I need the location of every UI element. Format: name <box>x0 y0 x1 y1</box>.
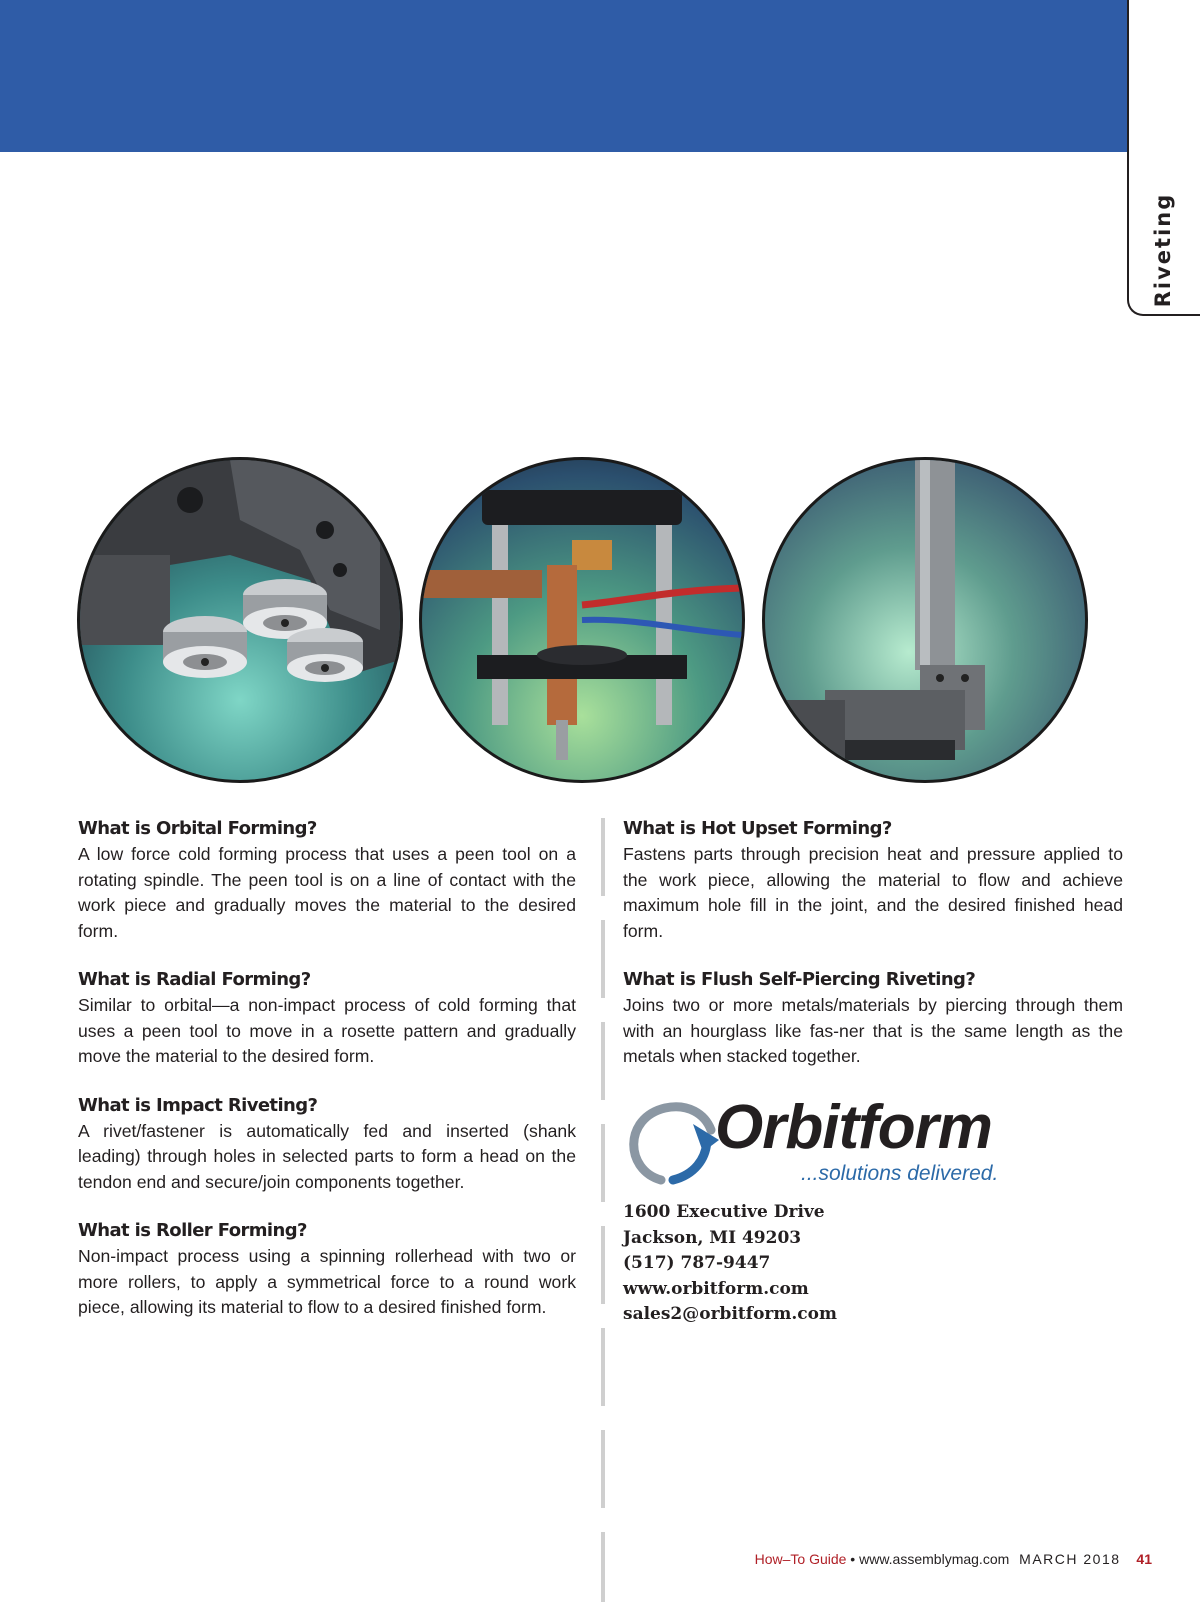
column-divider <box>601 920 605 998</box>
riveting-arm-illustration <box>765 460 1085 780</box>
street-address: 1600 Executive Drive <box>623 1202 825 1222</box>
column-divider <box>601 1328 605 1406</box>
phone-number: (517) 787-9447 <box>623 1253 771 1273</box>
column-divider <box>601 1532 605 1602</box>
column-divider <box>601 1124 605 1202</box>
orbital-forming-photo <box>77 457 403 783</box>
page-number: 41 <box>1136 1551 1152 1567</box>
orbitform-logo <box>623 1093 1023 1195</box>
roller-forming-heading: What is Roller Forming? <box>78 1220 307 1241</box>
column-divider <box>601 818 605 896</box>
orbital-forming-illustration <box>80 460 400 780</box>
column-divider <box>601 1430 605 1508</box>
hot-upset-photo <box>419 457 745 783</box>
orbital-forming-text: A low force cold forming process that uses a peen tool on a rotating spindle. The peen tool is on a line of contact with the work piece and gradually moves the material to the desired form. <box>78 844 576 941</box>
radial-forming-heading: What is Radial Forming? <box>78 969 311 990</box>
left-column <box>78 816 576 1344</box>
page-footer <box>755 1551 1152 1567</box>
city-state-zip: Jackson, MI 49203 <box>623 1227 802 1248</box>
section-tab-label: Riveting <box>1151 192 1175 308</box>
radial-forming-text: Similar to orbital—a non-impact process of cold forming that uses a peen tool to move in a rosette pattern and gradually move the material to the desired form. <box>78 995 576 1066</box>
footer-date: MARCH 2018 <box>1019 1551 1121 1567</box>
website-link[interactable]: www.orbitform.com <box>623 1278 809 1299</box>
flush-spr-heading: What is Flush Self-Piercing Riveting? <box>623 969 976 990</box>
header-color-band <box>0 0 1128 152</box>
hot-upset-text: Fastens parts through precision heat and pressure applied to the work piece, allowing the material to flow and achieve maximum hole fill in the joint, and the desired finished head form. <box>623 844 1123 941</box>
footer-url[interactable]: www.assemblymag.com <box>859 1551 1010 1567</box>
riveting-arm-photo <box>762 457 1088 783</box>
hot-upset-heading: What is Hot Upset Forming? <box>623 818 892 839</box>
orbital-forming-heading: What is Orbital Forming? <box>78 818 317 839</box>
hot-upset-illustration <box>422 460 742 780</box>
logo-wordmark: Orbitform <box>715 1093 992 1162</box>
email-link[interactable]: sales2@orbitform.com <box>623 1304 837 1324</box>
right-column <box>623 816 1123 1093</box>
column-divider <box>601 1022 605 1100</box>
footer-guide-label: How–To Guide <box>754 1551 847 1567</box>
contact-block <box>623 1200 837 1328</box>
logo-tagline: ...solutions delivered. <box>801 1162 999 1185</box>
column-divider <box>601 1226 605 1304</box>
impact-riveting-heading: What is Impact Riveting? <box>78 1094 318 1116</box>
footer-separator: • <box>846 1551 860 1567</box>
impact-riveting-text: A rivet/fastener is automatically fed and inserted (shank leading) through holes in selected parts to form a head on the tendon end and secure/join components together. <box>78 1120 576 1192</box>
roller-forming-text: Non-impact process using a spinning rollerhead with two or more rollers, to apply a symmetrical force to a round work piece, allowing its material to flow to a desired finished form. <box>78 1246 576 1317</box>
flush-spr-text: Joins two or more metals/materials by piercing through them with an hourglass like fas-ner that is the same length as the metals when stacked together. <box>623 995 1123 1066</box>
